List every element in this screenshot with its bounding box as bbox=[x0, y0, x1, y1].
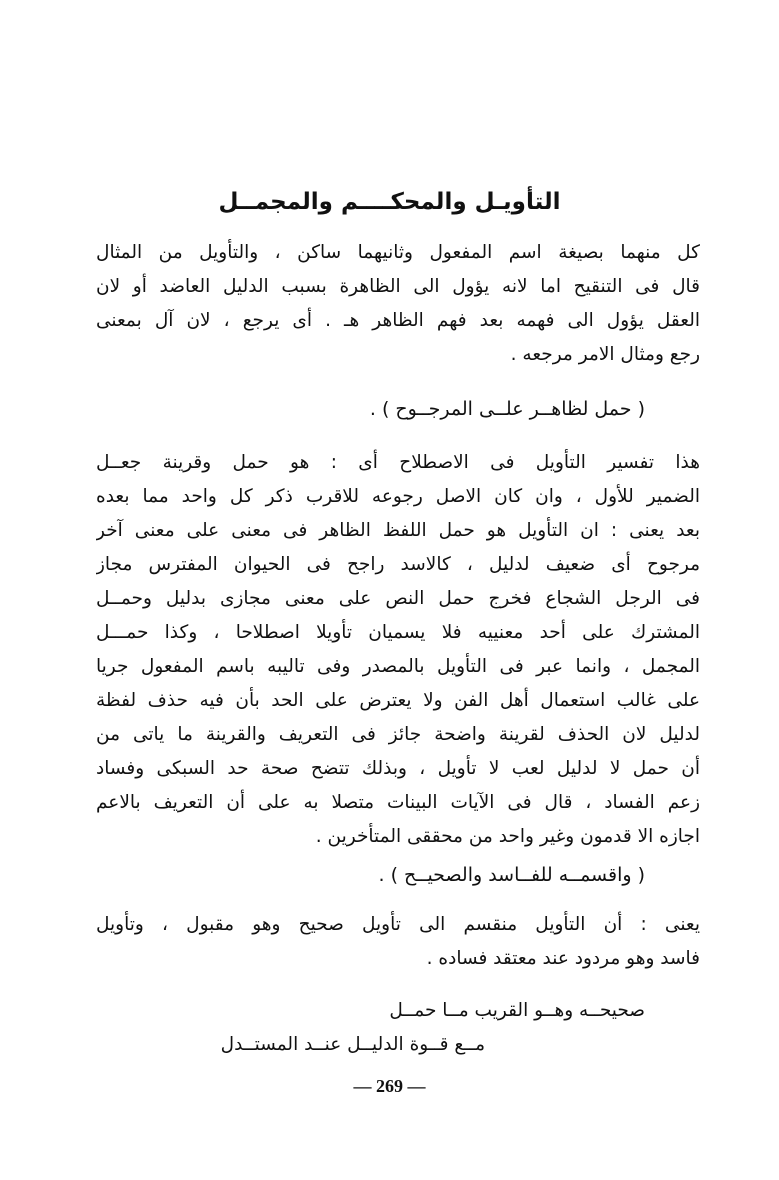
text-line: زعم الفساد ، قال فى الآيات البينات متصلا به على أن التعريف بالاعم bbox=[96, 792, 700, 813]
text-line: مرجوح أى ضعيف لدليل ، كالاسد راجح فى الحيوان المفترس مجاز bbox=[96, 554, 700, 575]
chapter-title: التأويـل والمحكــــم والمجمــل bbox=[218, 189, 561, 215]
text-line: هذا تفسير التأويل فى الاصطلاح أى : هو حمل وقرينة جعــل bbox=[96, 452, 700, 473]
text-line: فى الرجل الشجاع فخرج حمل النص على معنى مجازى بدليل وحمــل bbox=[96, 588, 700, 609]
text-line: المجمل ، وانما عبر فى التأويل بالمصدر وفى تاليبه باسم المفعول جريا bbox=[96, 656, 700, 677]
text-line: العقل يؤول الى فهمه بعد فهم الظاهر هـ . أى يرجع ، لان آل بمعنى bbox=[96, 310, 700, 331]
verse-line-2: مــع قــوة الدليــل عنــد المستــدل bbox=[220, 1034, 485, 1055]
page-number: — 269 — bbox=[353, 1076, 426, 1096]
text-line: لدليل لان الحذف لقرينة واضحة جائز فى التعريف والقرينة ما ياتى من bbox=[96, 724, 700, 745]
text-line: المشترك على أحد معنييه فلا يسميان تأويلا اصطلاحا ، وكذا حمـــل bbox=[96, 622, 700, 643]
verse-line-1: صحيحــه وهــو القريب مــا حمــل bbox=[389, 1000, 645, 1021]
text-line: رجع ومثال الامر مرجعه . bbox=[510, 344, 700, 365]
text-line: الضمير للأول ، وان كان الاصل رجوعه للاقرب ذكر كل واحد مما بعده bbox=[96, 486, 700, 507]
verse-heading-2: ( واقسمــه للفــاسد والصحيــح ) . bbox=[378, 864, 645, 886]
verse-heading-1: ( حمل لظاهــر علــى المرجــوح ) . bbox=[369, 398, 645, 420]
paragraph-3 bbox=[96, 908, 700, 976]
text-line: يعنى : أن التأويل منقسم الى تأويل صحيح وهو مقبول ، وتأويل bbox=[96, 914, 700, 935]
paragraph-2 bbox=[96, 446, 700, 854]
text-line: أن حمل لا لدليل لعب لا تأويل ، وبذلك تتضح صحة حد السبكى وفساد bbox=[96, 758, 700, 779]
text-line: فاسد وهو مردود عند معتقد فساده . bbox=[426, 948, 700, 969]
text-line: بعد يعنى : ان التأويل هو حمل اللفظ الظاهر فى معنى على معنى آخر bbox=[96, 520, 700, 541]
text-line: اجازه الا قدمون وغير واحد من محققى المتأخرين . bbox=[315, 826, 700, 847]
paragraph-1 bbox=[96, 236, 700, 372]
text-line: قال فى التنقيح اما لانه يؤول الى الظاهرة بسبب الدليل العاضد أو لان bbox=[96, 276, 700, 297]
text-line: على غالب استعمال أهل الفن ولا يعترض على الحد بأن فيه حذف لفظة bbox=[96, 690, 700, 711]
text-line: كل منهما بصيغة اسم المفعول وثانيهما ساكن ، والتأويل من المثال bbox=[96, 242, 700, 263]
